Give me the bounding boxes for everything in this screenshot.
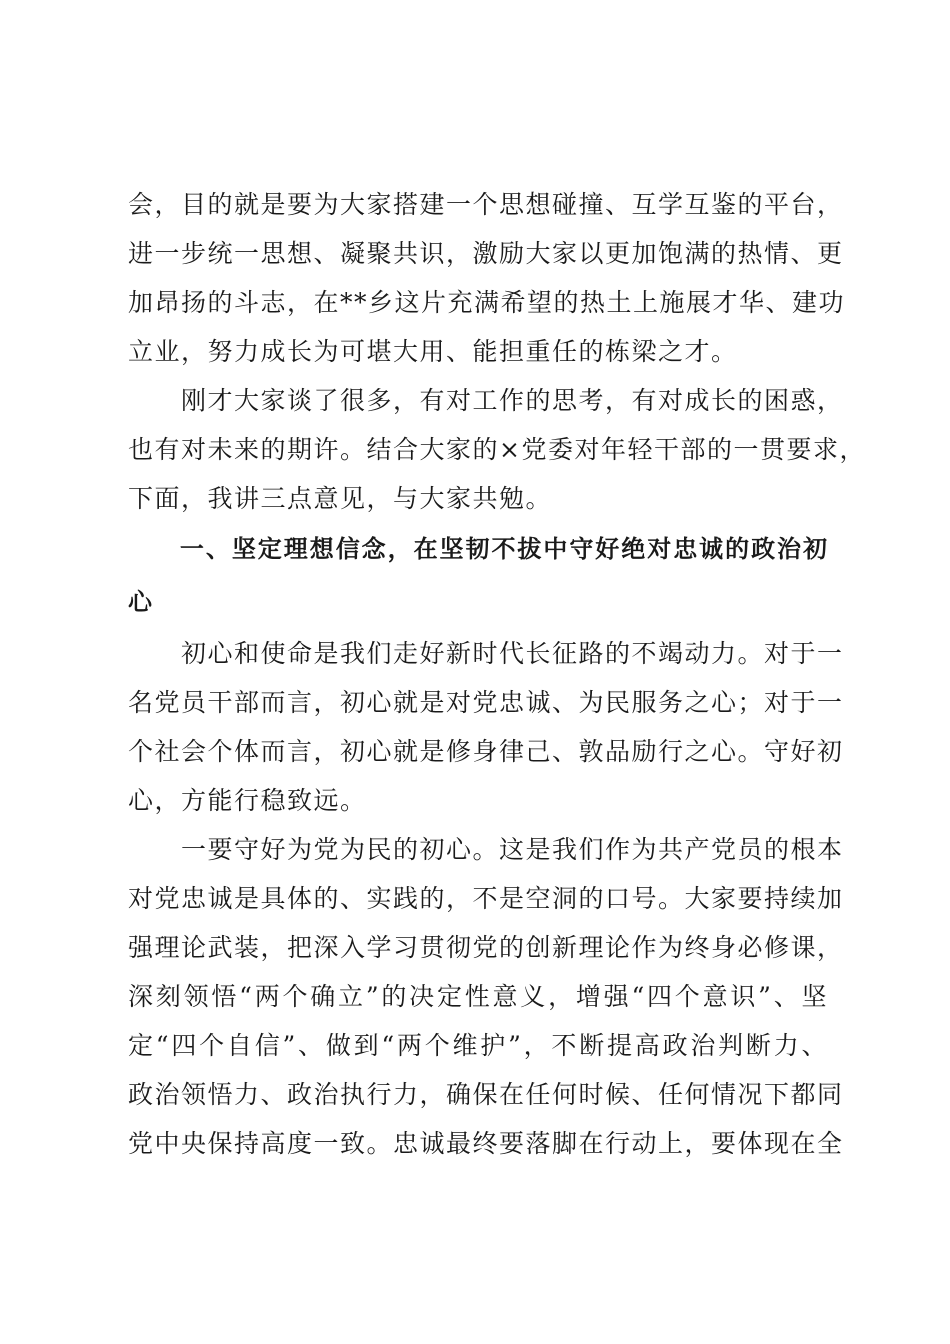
text-line: 立业，努力成长为可堪大用、能担重任的栋梁之才。 [128,337,738,366]
paragraph-original-aspiration [128,629,844,825]
paragraph-discussion [128,376,866,523]
text-line: 下面，我讲三点意见，与大家共勉。 [128,484,553,513]
text-line: 也有对未来的期许。结合大家的×党委对年轻干部的一贯要求， [128,435,866,464]
paragraph-first-requirement [128,825,844,1168]
text-line: 个社会个体而言，初心就是修身律己、敦品励行之心。守好初 [128,737,844,766]
text-line: 加昂扬的斗志，在**乡这片充满希望的热土上施展才华、建功 [128,288,846,317]
text-line: 党中央保持高度一致。忠诚最终要落脚在行动上，要体现在全 [128,1129,844,1158]
section-heading-one [128,523,828,629]
text-line: 进一步统一思想、凝聚共识，激励大家以更加饱满的热情、更 [128,239,844,268]
text-line: 对党忠诚是具体的、实践的，不是空洞的口号。大家要持续加 [128,884,844,913]
heading-line: 一、坚定理想信念，在坚韧不拔中守好绝对忠诚的政治初 [128,535,828,563]
text-line: 心，方能行稳致远。 [128,786,367,815]
text-line: 初心和使命是我们走好新时代长征路的不竭动力。对于一 [128,639,844,668]
text-line: 刚才大家谈了很多，有对工作的思考，有对成长的困惑， [128,386,844,415]
text-line: 一要守好为党为民的初心。这是我们作为共产党员的根本 [128,835,844,864]
text-line: 政治领悟力、政治执行力，确保在任何时候、任何情况下都同 [128,1080,844,1109]
paragraph-intro-continuation [128,180,846,376]
text-line: 深刻领悟“两个确立”的决定性意义，增强“四个意识”、坚 [128,982,828,1011]
text-line: 强理论武装，把深入学习贯彻党的创新理论作为终身必修课， [128,933,844,962]
text-line: 会，目的就是要为大家搭建一个思想碰撞、互学互鉴的平台， [128,190,844,219]
text-line: 名党员干部而言，初心就是对党忠诚、为民服务之心；对于一 [128,688,844,717]
text-line: 定“四个自信”、做到“两个维护”，不断提高政治判断力、 [128,1031,828,1060]
heading-line: 心 [128,588,153,616]
document-body [128,180,866,1168]
